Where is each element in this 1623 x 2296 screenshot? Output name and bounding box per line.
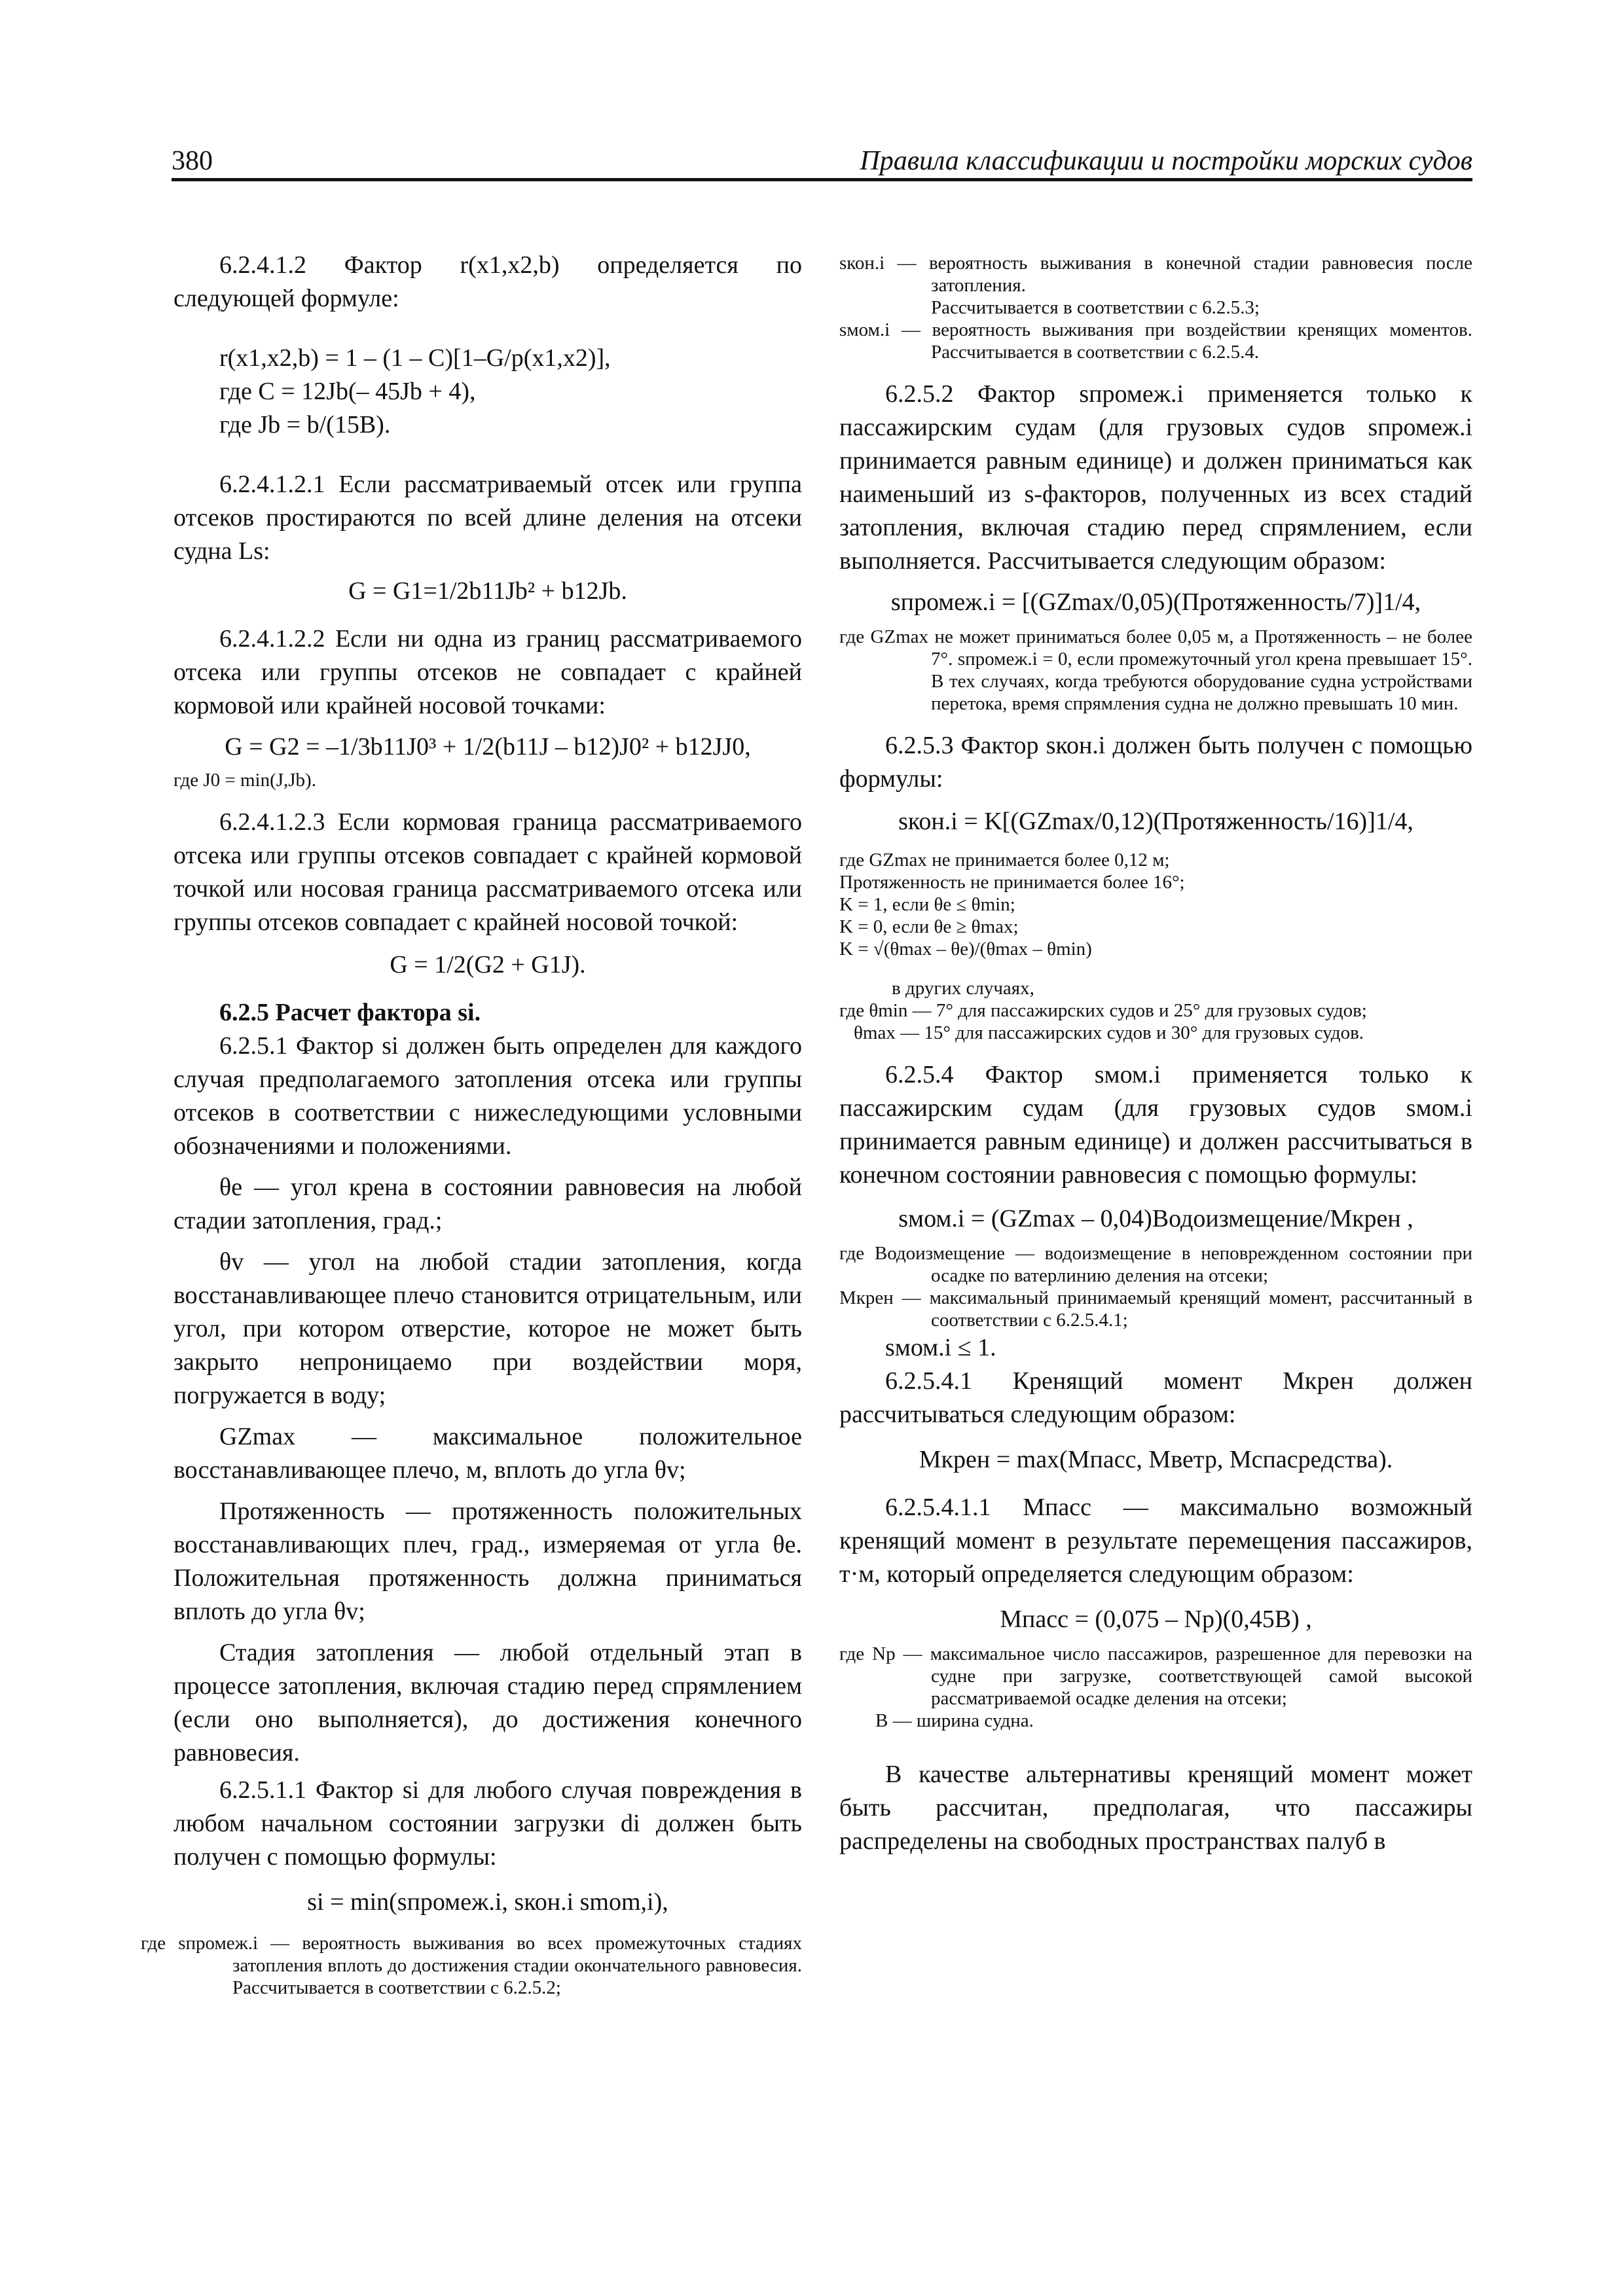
note-np: где Np — максимальное число пассажиров, разрешенное для перевозки на судне при загрузке, соответствующей самой высокой рассматриваемой осадке деления на отсеки; xyxy=(839,1643,1472,1709)
paragraph-6-2-4-1-2: 6.2.4.1.2 Фактор r(x1,x2,b) определяется по следующей формуле: xyxy=(173,251,802,312)
formula-s-mom-limit: sмом.i ≤ 1. xyxy=(885,1334,996,1361)
note-s-interm: где sпромеж.i — вероятность выживания во всех промежуточных стадиях затопления вплоть до достижения стадии окончательного равновесия. Рассчитывается в соответствии с 6.2.5.2; xyxy=(141,1933,802,1998)
page-number: 380 xyxy=(172,146,213,176)
note-k0: K = 0, если θe ≥ θmax; xyxy=(839,916,1019,937)
definition-theta-v: θv — угол на любой стадии затопления, когда восстанавливающее плечо становится отрицательным, или угол, при котором отверстие, которое не может быть закрыто непроницаемо при воздействии моря, погружается в воду; xyxy=(173,1248,802,1409)
note-theta-min: где θmin — 7° для пассажирских судов и 25° для грузовых судов; xyxy=(839,1000,1367,1021)
formula-r: r(x1,x2,b) = 1 – (1 – C)[1–G/p(x1,x2)], xyxy=(219,344,611,372)
paragraph-6-2-5-1-1: 6.2.5.1.1 Фактор si для любого случая повреждения в любом начальном состоянии загрузки di должен быть получен с помощью формулы: xyxy=(173,1776,802,1871)
header-rule xyxy=(172,178,1472,181)
paragraph-6-2-4-1-2-1: 6.2.4.1.2.1 Если рассматриваемый отсек или группа отсеков простираются по всей длине деления на отсеки судна Ls: xyxy=(173,471,802,565)
formula-s-interm: sпромеж.i = [(GZmax/0,05)(Протяженность/7)]1/4, xyxy=(890,588,1421,616)
paragraph-6-2-5-4-1: 6.2.5.4.1 Кренящий момент Mкрен должен рассчитываться следующим образом: xyxy=(839,1367,1472,1428)
note-s-final: sкон.i — вероятность выживания в конечной стадии равновесия после затопления. xyxy=(839,253,1472,296)
note-gzmax-interm: где GZmax не может приниматься более 0,05 м, а Протяженность – не более 7°. sпромеж.i = 0, если промежуточный угол крена превышает 15°. В тех случаях, когда требуются оборудование судна устройствами перетока, время спрямления судна не должно превышать 10 мин. xyxy=(839,626,1472,714)
formula-m-heel: Mкрен = max(Mпасс, Mветр, Mспасредства). xyxy=(919,1446,1393,1473)
paragraph-6-2-4-1-2-2: 6.2.4.1.2.2 Если ни одна из границ рассматриваемого отсека или группы отсеков не совпадает с крайней кормовой или крайней носовой точками: xyxy=(173,625,802,719)
formula-g2: G = G2 = –1/3b11J0³ + 1/2(b11J – b12)J0² + b12JJ0, xyxy=(225,733,751,761)
section-heading-6-2-5: 6.2.5 Расчет фактора si. xyxy=(219,999,481,1026)
definition-range: Протяженность — протяженность положительных восстанавливающих плеч, град., измеряемая от угла θe. Положительная протяженность должна приниматься вплоть до угла θv; xyxy=(173,1498,802,1625)
formula-jb: где Jb = b/(15B). xyxy=(219,411,391,439)
paragraph-6-2-5-2: 6.2.5.2 Фактор sпромеж.i применяется только к пассажирским судам (для грузовых судов sпромеж.i принимается равным единице) и должен приниматься как наименьший из s-факторов, полученных из всех стадий затопления, включая стадию перед спрямлением, если выполняется. Рассчитывается следующим образом: xyxy=(839,380,1472,575)
formula-s-mom: sмом.i = (GZmax – 0,04)Водоизмещение/Mкрен , xyxy=(898,1205,1413,1232)
note-m-heel: Mкрен — максимальный принимаемый кренящий момент, рассчитанный в соответствии с 6.2.5.4.1; xyxy=(839,1287,1472,1331)
paragraph-6-2-5-3: 6.2.5.3 Фактор sкон.i должен быть получен с помощью формулы: xyxy=(839,732,1472,793)
paragraph-6-2-5-1: 6.2.5.1 Фактор si должен быть определен для каждого случая предполагаемого затопления отсека или группы отсеков в соответствии с нижеследующими условными обозначениями и положениями. xyxy=(173,1032,802,1160)
formula-g1: G = G1=1/2b11Jb² + b12Jb. xyxy=(348,577,627,605)
paragraph-6-2-5-4: 6.2.5.4 Фактор sмом.i применяется только к пассажирским судам (для грузовых судов sмом.i принимается равным единице) и должен рассчитываться в конечном состоянии равновесия с помощью формулы: xyxy=(839,1061,1472,1189)
formula-c: где C = 12Jb(– 45Jb + 4), xyxy=(219,378,476,405)
running-title: Правила классификации и постройки морских судов xyxy=(860,146,1472,176)
definition-flooding-stage: Стадия затопления — любой отдельный этап в процессе затопления, включая стадию перед спрямлением (если оно выполняется), до достижения конечного равновесия. xyxy=(173,1639,802,1767)
note-b: B — ширина судна. xyxy=(875,1710,1034,1731)
note-range-final: Протяженность не принимается более 16°; xyxy=(839,872,1185,893)
left-column xyxy=(141,249,802,1999)
definition-theta-e: θe — угол крена в состоянии равновесия на любой стадии затопления, град.; xyxy=(173,1174,802,1234)
note-s-final-ref: Рассчитывается в соответствии с 6.2.5.3; xyxy=(931,297,1260,318)
note-k1: K = 1, если θe ≤ θmin; xyxy=(839,894,1015,915)
note-k-sqrt: K = √(θmax – θe)/(θmax – θmin) xyxy=(839,939,1092,960)
paragraph-6-2-4-1-2-3: 6.2.4.1.2.3 Если кормовая граница рассматриваемого отсека или группы отсеков совпадает с крайней кормовой точкой или носовая граница рассматриваемого отсека или группы отсеков совпадает с крайней носовой точкой: xyxy=(173,808,802,936)
note-displacement: где Водоизмещение — водоизмещение в неповрежденном состоянии при осадке по ватерлинию деления на отсеки; xyxy=(839,1243,1472,1286)
formula-s-final: sкон.i = K[(GZmax/0,12)(Протяженность/16)]1/4, xyxy=(898,808,1413,835)
paragraph-alternative: В качестве альтернативы кренящий момент может быть рассчитан, предполагая, что пассажиры распределены на свободных пространствах палуб в xyxy=(839,1761,1472,1855)
note-theta-max: θmax — 15° для пассажирских судов и 30° для грузовых судов. xyxy=(854,1022,1364,1043)
note-gzmax-final: где GZmax не принимается более 0,12 м; xyxy=(839,850,1170,870)
formula-si: si = min(sпромеж.i, sкон.i smom,i), xyxy=(307,1888,668,1916)
right-column xyxy=(839,252,1472,1858)
formula-m-pass: Mпасс = (0,075 – Np)(0,45B) , xyxy=(1000,1605,1312,1633)
note-other-cases: в других случаях, xyxy=(892,978,1034,999)
formula-g: G = 1/2(G2 + G1J). xyxy=(390,951,586,978)
note-j0: где J0 = min(J,Jb). xyxy=(173,770,316,791)
paragraph-6-2-5-4-1-1: 6.2.5.4.1.1 Mпасс — максимально возможный кренящий момент в результате перемещения пассажиров, т·м, который определяется следующим образом: xyxy=(839,1494,1472,1588)
note-s-mom: sмом.i — вероятность выживания при воздействии кренящих моментов. Рассчитывается в соответствии с 6.2.5.4. xyxy=(839,319,1472,363)
definition-gzmax: GZmax — максимальное положительное восстанавливающее плечо, м, вплоть до угла θv; xyxy=(173,1423,802,1484)
